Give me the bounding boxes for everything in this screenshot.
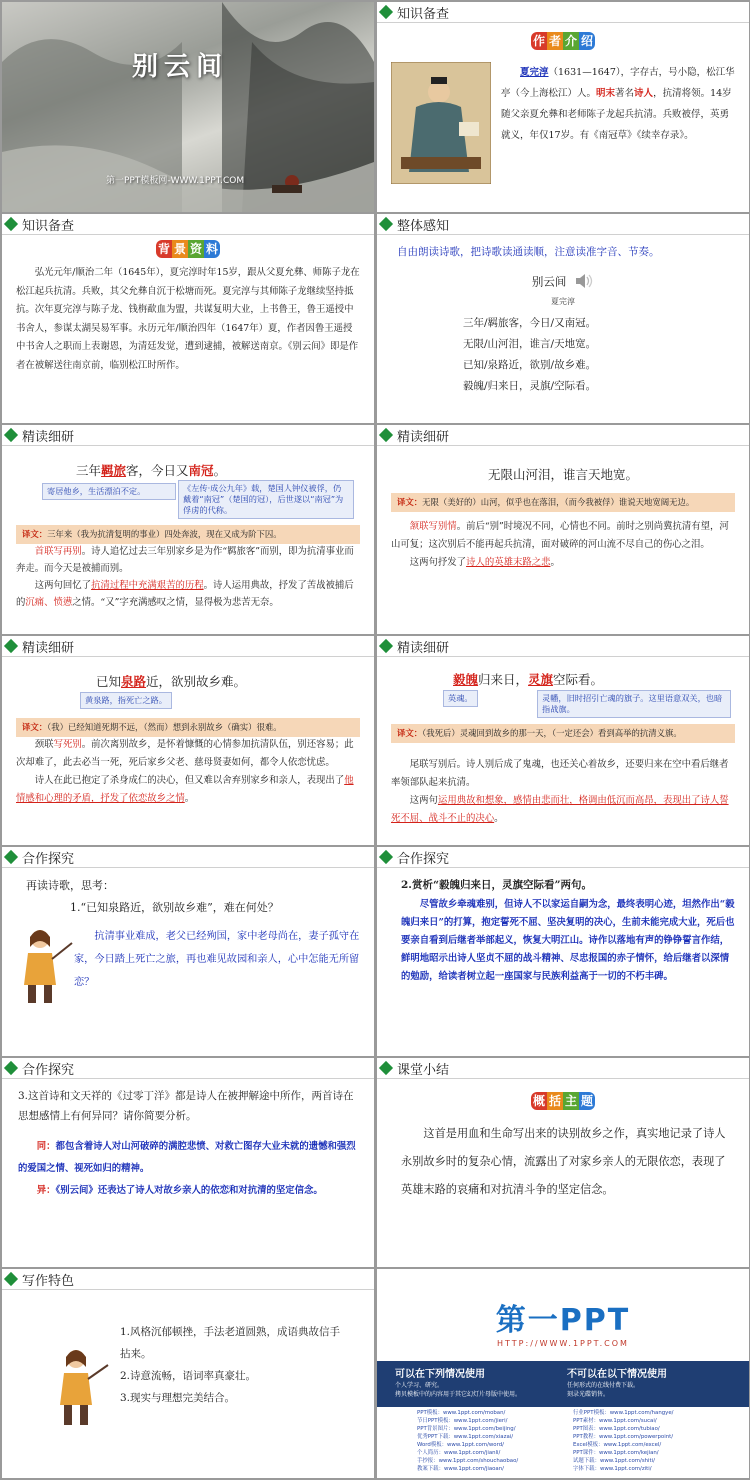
watermark: 第一PPT模板网-WWW.1PPT.COM [106, 176, 245, 186]
slide-header: 合作探究 [2, 847, 374, 867]
footer-link[interactable]: 教案下载：www.1ppt.com/jiaoan/ [417, 1466, 504, 1472]
slide-title [2, 2, 374, 212]
background-text: 弘光元年/顺治二年（1645年），夏完淳时年15岁，跟从父夏允彝、师陈子龙在松江起兵抗清。兵败，其父允彝自沉于松塘而死。夏完淳与其师陈子龙继续坚持抵抗。次年夏完淳与陈子龙、钱栴歃血为盟，共谋复明大业，上书鲁王，鲁王遥授中书舍人，参谋太湖吴易军事。永历元年/顺治四年（1647年）夏，作者因鲁王遥授中书舍人之职而上表谢恩，为清廷发觉，遭到逮捕，被解送南京。《别云间》即是作者在被解送往南京前，临别松江时所作。 [16, 267, 360, 371]
footer-link[interactable]: PPT模板：www.1ppt.com/moban/ [417, 1410, 506, 1416]
verse-line: 无限山河泪，谁言天地宽。 [487, 467, 638, 482]
diamond-icon [379, 850, 393, 864]
diamond-icon [4, 850, 18, 864]
annotation-bubble: 黄泉路，指死亡之路。 [80, 692, 172, 709]
links-right [573, 1409, 674, 1473]
slide-features [2, 1269, 374, 1478]
forbidden-title: 不可以在以下情况使用 [567, 1369, 667, 1380]
annotation-bubble: 灵幡，旧时招引亡魂的旗子。这里语意双关，也暗指战旗。 [537, 690, 731, 718]
poem-lines [463, 313, 749, 397]
poem-line: 无限/山河泪，谁言/天地宽。 [463, 338, 597, 350]
answer-text: 尽管故乡牵魂难别，但诗人不以家运自嗣为念，最终表明心迹，坦然作出“毅魄归来日”的打算，抱定誓死不屈、坚决复明的决心，生前未能完成大业，死后也要亲自看到后继者举部起义，恢复大明江山。诗作以落地有声的铮铮誓言作结，鲜明地昭示出诗人坚贞不屈的战斗精神、尽忠报国的赤子情怀，给后继者以深情的勉励，给读者树立起一座国家与民族利益高于一切的不朽丰碑。 [401, 899, 735, 982]
diamond-icon [4, 217, 18, 231]
diamond-icon [4, 639, 18, 653]
footer-link[interactable]: 字体下载：www.1ppt.com/ziti/ [573, 1466, 652, 1472]
footer-link[interactable]: PPT教程：www.1ppt.com/powerpoint/ [573, 1434, 674, 1440]
poem-author: 夏完淳 [551, 297, 575, 306]
slide-header: 合作探究 [377, 847, 749, 867]
poem-line: 已知/泉路近，欲别/故乡难。 [463, 359, 597, 371]
diamond-icon [4, 1272, 18, 1286]
features-list [120, 1321, 350, 1409]
background-tag: 背 景 资 料 [157, 242, 218, 256]
slide-header: 精读细研 [377, 636, 749, 656]
translation-note: 译文：无限（美好的）山河，似乎也在落泪，（而今我被俘）谁说天地宽阔无边。 [391, 493, 735, 512]
diamond-icon [379, 1061, 393, 1075]
slide-summary [377, 1058, 749, 1267]
feature-item: 2.诗意流畅，语词率真豪壮。 [120, 1370, 257, 1382]
diamond-icon [379, 5, 393, 19]
author-portrait [391, 62, 491, 184]
slide-header: 合作探究 [2, 1058, 374, 1078]
brand-logo: 第一PPT [495, 1303, 631, 1338]
footer-link[interactable]: PPT背景图片：www.1ppt.com/beijing/ [417, 1426, 516, 1432]
verse-line: 三年羁旅客，今日又南冠。 [76, 463, 227, 478]
diamond-icon [379, 428, 393, 442]
allowed-title: 可以在下列情况使用 [395, 1369, 485, 1380]
slide-discussion-1 [2, 847, 374, 1056]
slide-title-text: 别云间 [132, 52, 229, 82]
footer-link[interactable]: 个人简历：www.1ppt.com/jianli/ [417, 1450, 501, 1456]
slide-discussion-2 [377, 847, 749, 1056]
analysis-text: 这两句抒发了诗人的英雄末路之悲。 [409, 557, 560, 568]
answer-text: 抗清事业难成，老父已经殉国，家中老母尚在，妻子孤守在家，今日踏上死亡之旅，再也难见故园和亲人，心中怎能无所留恋？ [74, 931, 360, 988]
brand-url[interactable]: HTTP://WWW.1PPT.COM [497, 1339, 629, 1348]
verse-line: 毅魄归来日，灵旗空际看。 [453, 672, 604, 687]
annotation-bubble: 寄居他乡，生活漂泊不定。 [42, 483, 176, 500]
slide-header: 精读细研 [2, 425, 374, 445]
poem-line: 毅魄/归来日，灵旗/空际看。 [463, 380, 597, 392]
question-text: 1.“已知泉路近，欲别故乡难”，难在何处？ [70, 901, 279, 914]
footer-link[interactable]: 节日PPT模板：www.1ppt.com/jieri/ [417, 1418, 508, 1424]
allowed-item: 个人学习、研究。 [395, 1382, 444, 1389]
analysis-text: 颈联写死别。前次离别故乡，是怀着慷慨的心情参加抗清队伍，别还容易；此次却难了，此去必当一死，死后家乡父老、慈母贤妻如何，都令人依恋忧虑。 诗人在此已抱定了杀身成仁的决心，但又难以舍弃别家乡和亲人，表现出了他情感和心理的矛盾，抒发了依恋故乡之情。 [16, 739, 354, 804]
translation-note: 译文：三年来（我为抗清复明的事业）四处奔波，现在又成为阶下囚。 [16, 525, 360, 544]
footer-link[interactable]: 手抄报：www.1ppt.com/shouchaobao/ [417, 1458, 519, 1464]
author-intro-tag: 作 者 介 绍 [532, 34, 593, 48]
slide-credits [377, 1269, 749, 1478]
footer-link[interactable]: Excel模板：www.1ppt.com/excel/ [573, 1442, 662, 1448]
slide-background [2, 214, 374, 423]
diamond-icon [4, 1061, 18, 1075]
annotation-bubble: 英魂。 [443, 690, 478, 707]
slide-couplet-2 [377, 425, 749, 634]
analysis-text: 尾联写别后。诗人别后成了鬼魂，也还关心着故乡，还要归来在空中看后继者率领部队起来抗清。 这两句运用典故和想象，感情由悲而壮，格调由低沉而高昂，表现出了诗人誓死不屈、战斗不止的决心。 [391, 759, 729, 824]
footer-link[interactable]: PPT课件：www.1ppt.com/kejian/ [573, 1450, 659, 1456]
slide-couplet-4 [377, 636, 749, 845]
slide-couplet-1 [2, 425, 374, 634]
reading-instruction: 自由朗读诗歌，把诗歌读通读顺，注意读准字音、节奏。 [397, 246, 660, 258]
allowed-item: 拷贝模板中的内容用于其它幻灯片母版中使用。 [395, 1391, 522, 1398]
usage-panel [377, 1361, 749, 1407]
answer-diff: 异：《别云间》还表达了诗人对故乡亲人的依恋和对抗清的坚定信念。 [36, 1185, 323, 1196]
summary-text: 这首是用血和生命写出来的诀别故乡之作，真实地记录了诗人永别故乡时的复杂心情，流露出了对家乡亲人的无限依恋，表现了英雄末路的哀痛和对抗清斗争的坚定信念。 [401, 1127, 726, 1196]
slide-header: 精读细研 [2, 636, 374, 656]
slide-header: 整体感知 [377, 214, 749, 234]
footer-link[interactable]: 优秀PPT下载：www.1ppt.com/xiazai/ [417, 1434, 514, 1440]
footer-link[interactable]: Word模板：www.1ppt.com/word/ [417, 1442, 504, 1448]
footer-link[interactable]: PPT素材：www.1ppt.com/sucai/ [573, 1418, 657, 1424]
analysis-text: 颔联写别情。前后“别”时境况不同，心情也不同。前时之别尚冀抗清有望，河山可复；这次别后不能再起兵抗清，面对破碎的河山流不尽自己的伤心之泪。 [391, 521, 729, 550]
analysis-text: 首联写再别。诗人追忆过去三年别家乡是为作“羁旅客”而别，即为抗清事业而奔走。而今天是被捕而别。 这两句回忆了抗清过程中充满艰苦的历程。诗人运用典故，抒发了苦战被捕后的沉痛、愤懑之情。“又”字充满感叹之情，显得极为悲苦无奈。 [16, 546, 354, 608]
theme-tag: 概 括 主 题 [532, 1094, 593, 1108]
slide-discussion-3 [2, 1058, 374, 1267]
teacher-figure [18, 925, 74, 1005]
diamond-icon [4, 428, 18, 442]
feature-item: 3.现实与理想完美结合。 [120, 1392, 236, 1404]
poem-line: 三年/羁旅客，今日/又南冠。 [463, 317, 597, 329]
slide-header: 写作特色 [2, 1269, 374, 1289]
slide-header: 知识备查 [2, 214, 374, 234]
annotation-bubble: 《左传·成公九年》载，楚国人钟仪被俘，仍戴着“南冠”（楚国的冠），后世遂以“南冠”为俘虏的代称。 [178, 480, 354, 519]
poem-title: 别云间 [531, 274, 567, 289]
verse-line: 已知泉路近，欲别故乡难。 [96, 674, 247, 689]
discussion-intro: 再读诗歌，思考： [26, 879, 114, 892]
feature-item: 1.风格沉郁顿挫，手法老道圆熟，成语典故信手拈来。 [120, 1326, 341, 1360]
translation-note: 译文：（我死后）灵魂回到故乡的那一天，（一定还会）看到高举的抗清义旗。 [391, 724, 735, 743]
slide-overall [377, 214, 749, 423]
speaker-icon[interactable] [574, 273, 594, 292]
forbidden-item: 任何形式的在线付费下载。 [567, 1382, 640, 1389]
slide-couplet-3 [2, 636, 374, 845]
author-intro-text: 夏完淳（1631—1647），字存古，号小隐，松江华亭（今上海松江）人。明末著名诗人，抗清将领。14岁随父亲夏允彝和老师陈子龙起兵抗清。兵败被俘，英勇就义，年仅17岁。有《南冠草》《续幸存录》。 [501, 67, 735, 141]
diamond-icon [379, 639, 393, 653]
forbidden-item: 刻录光碟销售。 [567, 1391, 610, 1398]
slide-header: 知识备查 [377, 2, 749, 22]
teacher-figure [54, 1345, 110, 1427]
answer-same: 同：都包含着诗人对山河破碎的满腔悲愤、对救亡图存大业未就的遗憾和强烈的爱国之情、视死如归的精神。 [18, 1141, 356, 1174]
footer-link[interactable]: 试题下载：www.1ppt.com/shiti/ [573, 1458, 655, 1464]
translation-note: 译文：（我）已经知道死期不远，（然而）想到永别故乡（确实）很难。 [16, 718, 360, 737]
links-left [417, 1409, 518, 1473]
slide-header: 课堂小结 [377, 1058, 749, 1078]
diamond-icon [379, 217, 393, 231]
slide-header: 精读细研 [377, 425, 749, 445]
question-text: 2.赏析“毅魄归来日，灵旗空际看”两句。 [401, 879, 593, 891]
question-text: 3.这首诗和文天祥的《过零丁洋》都是诗人在被押解途中所作，两首诗在思想感情上有何异同？请你简要分析。 [18, 1090, 354, 1122]
footer-link[interactable]: PPT图表：www.1ppt.com/tubiao/ [573, 1426, 660, 1432]
slide-author [377, 2, 749, 212]
footer-link[interactable]: 行业PPT模板：www.1ppt.com/hangye/ [573, 1410, 674, 1416]
